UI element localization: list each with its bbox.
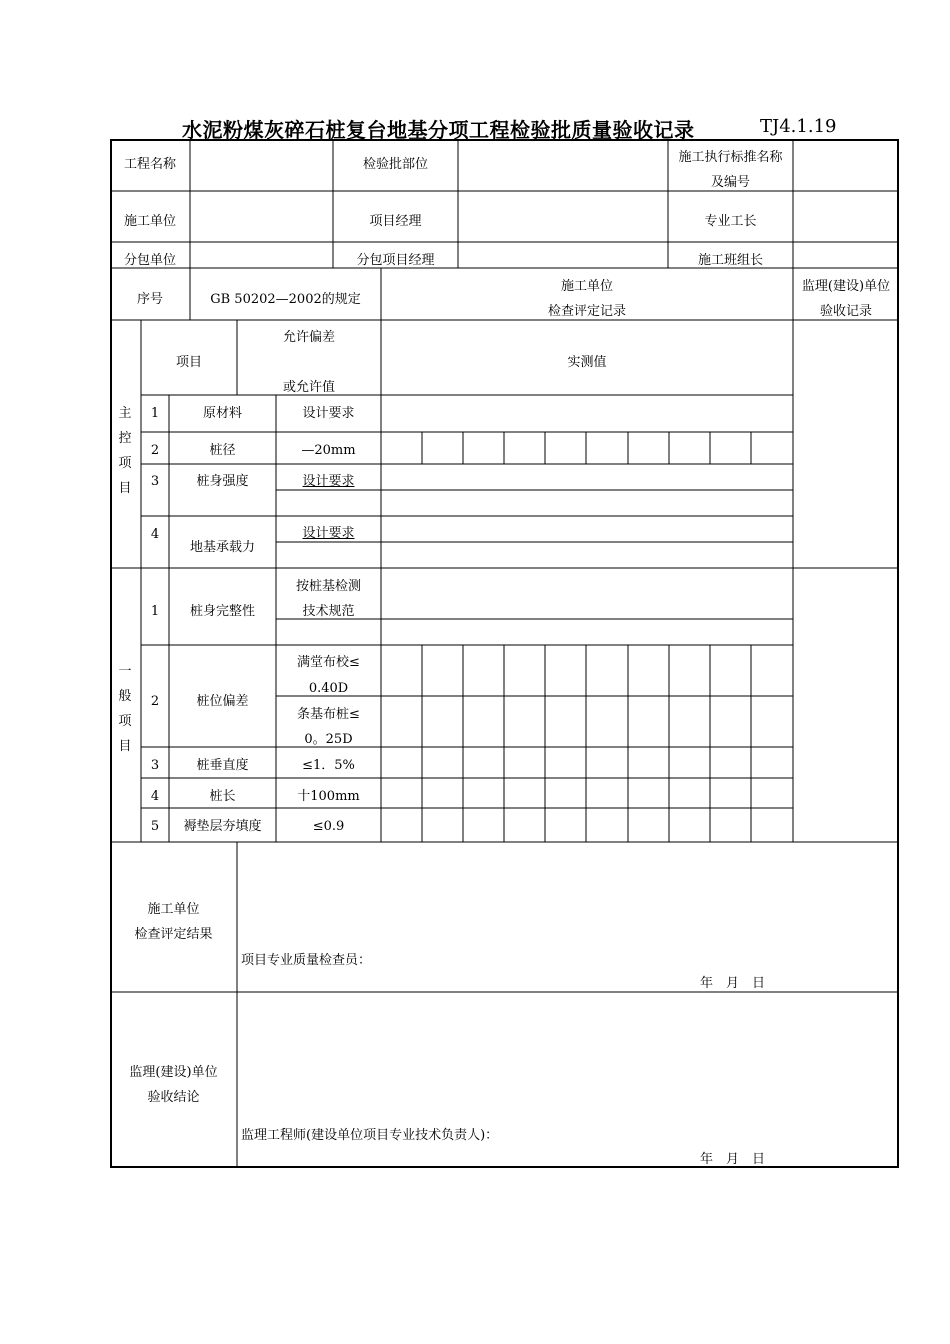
project-name-input[interactable] [190,152,333,177]
item-header: 项目 [175,355,202,370]
supervision-result-label-1: 监理(建设)单位 [129,1065,218,1080]
foreman-label: 专业工长 [704,214,757,229]
main-row-4-no: 4 [150,527,160,542]
subcontractor-label: 分包单位 [123,253,176,268]
general-row-1-no: 1 [150,604,160,619]
main-row-1-name: 原材料 [202,406,242,421]
main-row-3-value: 设计要求 [302,474,355,489]
supervision-header-2: 验收记录 [819,304,872,319]
seq-header: 序号 [136,292,163,307]
inspection-lot-part-input[interactable] [458,152,668,177]
standard-number-label: 及编号 [710,175,750,190]
general-row-5-name: 褥垫层夯填度 [183,819,262,834]
general-row-2-value-b1: 条基布桩≤ [297,707,360,722]
general-row-1-value-2: 技术规范 [302,604,355,619]
main-row-4-value: 设计要求 [302,526,355,541]
standard-name-input[interactable] [793,152,898,177]
project-manager-input[interactable] [458,209,668,234]
team-leader-label: 施工班组长 [697,253,763,268]
inspection-lot-part-label: 检验批部位 [362,157,428,172]
construction-unit-label: 施工单位 [123,214,176,229]
project-name-label: 工程名称 [123,157,176,172]
main-row-1-no: 1 [150,406,160,421]
unit-check-header-1: 施工单位 [560,279,613,294]
main-control-label: 主 控 项 目 [118,406,132,496]
main-row-4-name: 地基承载力 [189,540,255,555]
document-code: TJ4.1.19 [760,116,837,137]
subcontractor-input[interactable] [190,246,333,266]
general-row-4-no: 4 [150,789,160,804]
general-row-2-value-b2: 0。25D [304,732,353,747]
unit-result-label-2: 检查评定结果 [134,927,213,942]
main-row-1-value: 设计要求 [302,406,355,421]
foreman-input[interactable] [793,209,898,234]
general-row-2-name: 桩位偏差 [196,694,249,709]
document-title: 水泥粉煤灰碎石桩复台地基分项工程检验批质量验收记录 [182,118,695,142]
main-row-2-no: 2 [150,443,160,458]
supervision-engineer-label: 监理工程师(建设单位项目专业技术负责人)： [241,1128,499,1143]
main-row-3-name: 桩身强度 [196,474,249,489]
supervision-result-date: 年 月 日 [700,1152,766,1167]
supervision-result-label-2: 验收结论 [147,1090,200,1105]
sub-manager-label: 分包项目经理 [356,253,435,268]
allowance-header-2: 或允许值 [282,380,335,395]
general-row-5-no: 5 [150,819,160,834]
construction-unit-input[interactable] [190,209,333,234]
general-row-4-value: 十100mm [297,789,360,804]
quality-inspector-label: 项目专业质量检查员： [241,953,372,968]
general-row-2-value-a1: 满堂布校≤ [297,655,360,670]
main-row-2-value: —20mm [301,443,356,458]
main-row-3-no: 3 [150,474,160,489]
unit-result-date: 年 月 日 [700,976,766,991]
general-row-5-value: ≤0.9 [312,819,345,834]
supervision-header-1: 监理(建设)单位 [801,279,891,294]
team-leader-input[interactable] [793,246,898,266]
main-row-2-name: 桩径 [209,443,236,458]
inspection-record-table [110,139,899,1168]
unit-result-label-1: 施工单位 [147,902,200,917]
general-row-3-value: ≤1．5% [302,758,355,773]
sub-manager-input[interactable] [458,246,668,266]
general-row-4-name: 桩长 [209,789,236,804]
project-manager-label: 项目经理 [369,214,422,229]
general-row-2-value-a2: 0.40D [308,681,349,696]
spec-header: GB 50202—2002的规定 [210,292,361,307]
general-row-3-name: 桩垂直度 [196,758,249,773]
document-title-bar [110,114,900,142]
general-items-label: 一 般 项 目 [118,664,132,754]
allowance-header-1: 允许偏差 [282,330,335,345]
general-row-1-name: 桩身完整性 [189,604,255,619]
general-row-2-no: 2 [150,694,160,709]
general-row-3-no: 3 [150,758,160,773]
general-row-1-value-1: 按桩基检测 [295,579,361,594]
measured-header: 实测值 [567,355,607,370]
unit-check-header-2: 检查评定记录 [547,304,626,319]
standard-name-label: 施工执行标推名称 [678,150,783,165]
